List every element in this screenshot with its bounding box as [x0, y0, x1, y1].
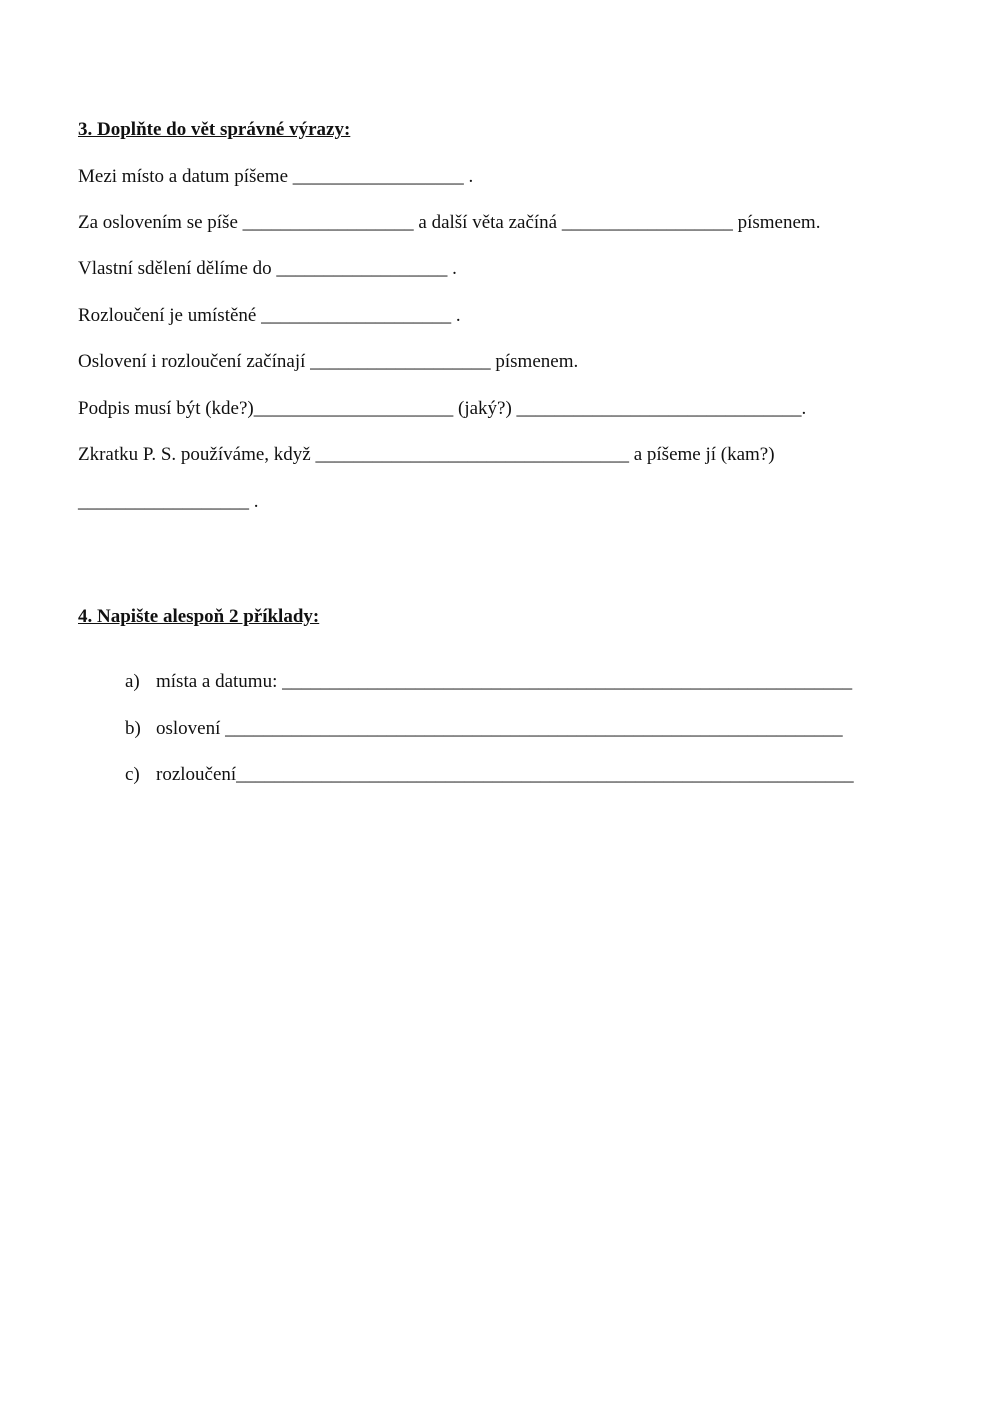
- fill-in-sentence-4: Rozloučení je umístěné ____________________ .: [78, 305, 461, 326]
- list-marker: a): [125, 671, 140, 692]
- fill-in-sentence-2: Za oslovením se píše __________________ a další věta začíná __________________ písmenem.: [78, 212, 821, 233]
- fill-in-sentence-7-continued: __________________ .: [78, 491, 259, 512]
- list-marker: c): [125, 764, 140, 785]
- list-marker: b): [125, 718, 141, 739]
- section-4-heading: 4. Napište alespoň 2 příklady:: [78, 606, 320, 627]
- fill-in-sentence-3: Vlastní sdělení dělíme do __________________ .: [78, 258, 457, 279]
- fill-in-sentence-1: Mezi místo a datum píšeme __________________ .: [78, 166, 474, 187]
- section-3-heading: 3. Doplňte do vět správné výrazy:: [78, 119, 351, 140]
- list-item-text: místa a datumu: ____________________________________________________________: [156, 671, 853, 692]
- list-item-c: [106, 746, 854, 803]
- list-item-text: rozloučení_________________________________________________________________: [156, 764, 854, 785]
- fill-in-sentence-5: Oslovení i rozloučení začínají ___________________ písmenem.: [78, 351, 579, 372]
- fill-in-sentence-7: Zkratku P. S. používáme, když _________________________________ a píšeme jí (kam?): [78, 444, 775, 465]
- list-item-text: oslovení _________________________________________________________________: [156, 718, 843, 739]
- fill-in-sentence-6: Podpis musí být (kde?)_____________________ (jaký?) ______________________________.: [78, 398, 807, 419]
